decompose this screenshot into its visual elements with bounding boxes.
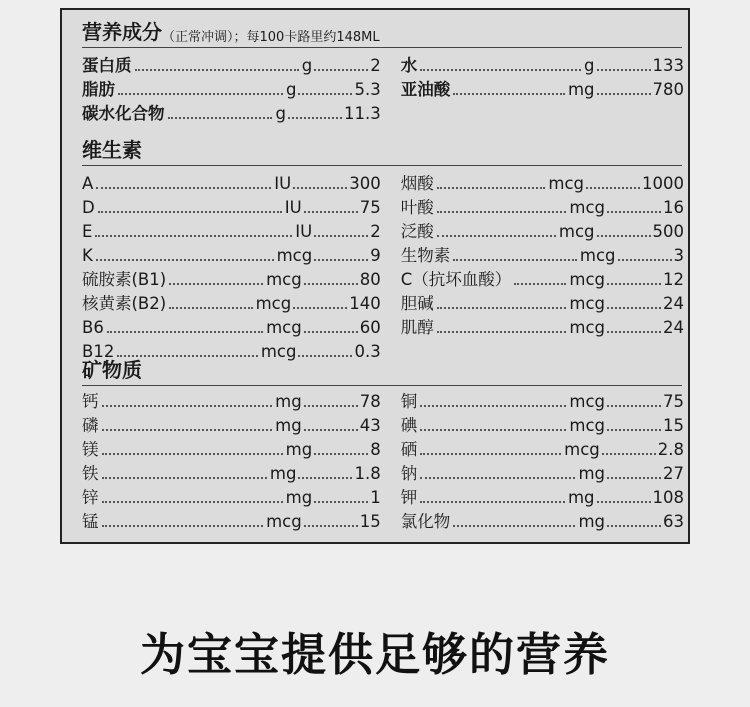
dot-leader [288, 117, 342, 119]
nutrient-value: 78 [359, 392, 381, 411]
nutrient-row [401, 78, 684, 102]
dot-leader [437, 307, 567, 309]
dot-leader [304, 331, 358, 333]
dot-leader [597, 93, 651, 95]
nutrient-value: 1 [370, 488, 381, 507]
dot-leader [102, 477, 267, 479]
nutrient-value: 300 [349, 174, 381, 193]
dot-leader [98, 211, 282, 213]
nutrient-name: 胆碱 [400, 294, 434, 313]
dot-leader [420, 501, 565, 503]
nutrient-name: 铁 [82, 464, 99, 483]
serving-note: （正常冲调）；每100卡路里约148ML [162, 30, 380, 45]
macro-left-column [82, 54, 381, 126]
nutrient-name: 钠 [400, 464, 418, 483]
nutrient-unit: mcg [255, 294, 292, 313]
nutrient-unit: mcg [579, 246, 616, 265]
nutrient-name: 硒 [400, 440, 418, 459]
nutrient-name: A [82, 174, 94, 193]
dot-leader [420, 69, 581, 71]
nutrient-value: 140 [349, 294, 381, 313]
nutrient-row [401, 244, 684, 268]
nutrient-row [82, 102, 381, 126]
vitamins-left-column [82, 172, 381, 364]
nutrient-row [401, 462, 684, 486]
nutrient-value: 11.3 [343, 104, 381, 123]
nutrient-unit: mcg [569, 294, 605, 313]
nutrient-name: 碘 [400, 416, 418, 435]
nutrient-value: 24 [663, 318, 684, 337]
nutrient-value: 1.8 [354, 464, 381, 483]
nutrient-name: C（抗坏血酸） [400, 270, 512, 289]
minerals-right-column [401, 390, 684, 534]
nutrient-value: 15 [359, 512, 381, 531]
nutrient-row [82, 172, 381, 196]
nutrient-name: 核黄素(B2) [82, 294, 167, 313]
nutrient-row [82, 414, 381, 438]
nutrient-unit: mcg [260, 342, 297, 361]
dot-leader [420, 429, 566, 431]
dot-leader [453, 93, 565, 95]
nutrient-value: 9 [370, 246, 381, 265]
dot-leader [597, 69, 651, 71]
dot-leader [607, 211, 661, 213]
vitamins-right-column [401, 172, 684, 364]
nutrient-value: 16 [663, 198, 684, 217]
nutrient-unit: g [301, 56, 313, 75]
nutrient-row [401, 196, 684, 220]
nutrient-unit: mcg [558, 222, 595, 241]
dot-leader [304, 525, 358, 527]
nutrient-unit: mcg [564, 440, 600, 459]
dot-leader [607, 331, 661, 333]
dot-leader [102, 525, 264, 527]
nutrient-row [82, 268, 381, 292]
dot-leader [102, 501, 283, 503]
nutrient-name: 氯化物 [400, 512, 451, 531]
nutrient-row [82, 244, 381, 268]
nutrient-name: 叶酸 [400, 198, 434, 217]
nutrient-value: 60 [359, 318, 381, 337]
nutrient-row [401, 486, 684, 510]
dot-leader [298, 93, 352, 95]
nutrient-name: 水 [400, 56, 418, 75]
dot-leader [107, 331, 263, 333]
nutrient-name: 亚油酸 [400, 80, 451, 99]
dot-leader [437, 235, 556, 237]
dot-leader [437, 331, 567, 333]
nutrient-name: 肌醇 [400, 318, 434, 337]
nutrient-row [401, 292, 684, 316]
nutrient-unit: mg [567, 488, 595, 507]
nutrient-name: K [82, 246, 93, 265]
nutrient-unit: mcg [569, 392, 605, 411]
nutrient-value: 24 [663, 294, 684, 313]
nutrient-row [82, 292, 381, 316]
nutrient-unit: mg [578, 512, 605, 531]
nutrient-name: 镁 [82, 440, 99, 459]
nutrient-unit: mcg [266, 270, 302, 289]
dot-leader [607, 525, 661, 527]
vitamins-title: 维生素 [82, 138, 142, 162]
macro-right-column [401, 54, 684, 126]
nutrient-value: 43 [359, 416, 381, 435]
nutrient-value: 2 [370, 56, 381, 75]
nutrient-name: 锌 [82, 488, 99, 507]
nutrient-row [82, 196, 381, 220]
nutrient-row [401, 438, 684, 462]
dot-leader [298, 355, 352, 357]
nutrient-value: 27 [663, 464, 684, 483]
nutrient-value: 2 [370, 222, 381, 241]
dot-leader [304, 429, 358, 431]
nutrient-unit: g [275, 104, 286, 123]
vitamins-header [82, 138, 682, 166]
nutrient-row [401, 268, 684, 292]
nutrient-value: 75 [663, 392, 684, 411]
nutrient-unit: g [584, 56, 595, 75]
nutrient-value: 2.8 [657, 440, 684, 459]
nutrient-value: 63 [663, 512, 684, 531]
nutrient-row [401, 54, 684, 78]
minerals-section [82, 358, 684, 534]
nutrient-name: 磷 [82, 416, 99, 435]
nutrient-row [82, 486, 381, 510]
dot-leader [118, 93, 283, 95]
nutrient-unit: mg [567, 80, 595, 99]
dot-leader [135, 69, 299, 71]
dot-leader [304, 405, 358, 407]
dot-leader [607, 429, 661, 431]
dot-leader [314, 501, 368, 503]
nutrient-row [401, 414, 684, 438]
nutrition-facts-panel [60, 8, 690, 544]
nutrient-unit: mcg [266, 512, 302, 531]
dot-leader [298, 477, 352, 479]
nutrition-title: 营养成分 [82, 20, 162, 44]
minerals-title: 矿物质 [82, 358, 142, 382]
nutrient-row [82, 390, 381, 414]
nutrient-unit: mcg [276, 246, 313, 265]
dot-leader [607, 307, 661, 309]
dot-leader [96, 187, 271, 189]
dot-leader [169, 283, 263, 285]
dot-leader [607, 283, 661, 285]
nutrient-unit: mg [275, 392, 302, 411]
nutrient-name: 生物素 [400, 246, 451, 265]
nutrient-value: 0.3 [354, 342, 381, 361]
nutrient-row [401, 220, 684, 244]
nutrient-row [401, 316, 684, 340]
minerals-header [82, 358, 682, 386]
nutrient-value: 5.3 [354, 80, 381, 99]
nutrient-name: 钙 [82, 392, 99, 411]
nutrient-name: 铜 [400, 392, 418, 411]
dot-leader [314, 453, 368, 455]
nutrient-row [82, 462, 381, 486]
dot-leader [314, 235, 368, 237]
nutrient-value: 500 [652, 222, 684, 241]
nutrient-unit: IU [295, 222, 313, 241]
nutrient-row [82, 510, 381, 534]
nutrient-row [82, 438, 381, 462]
nutrient-row [82, 54, 381, 78]
nutrient-row [82, 316, 381, 340]
vitamins-section [82, 138, 684, 362]
dot-leader [420, 477, 575, 479]
nutrient-value: 108 [652, 488, 684, 507]
nutrient-row [401, 510, 684, 534]
nutrient-unit: mg [285, 440, 313, 459]
nutrition-header [82, 10, 682, 48]
nutrient-name: 脂肪 [82, 80, 115, 99]
nutrient-unit: IU [274, 174, 292, 193]
nutrient-name: 锰 [82, 512, 99, 531]
dot-leader [420, 405, 566, 407]
nutrient-unit: mg [275, 416, 302, 435]
dot-leader [293, 307, 347, 309]
dot-leader [314, 69, 368, 71]
nutrient-value: 75 [359, 198, 381, 217]
nutrition-section [82, 10, 684, 142]
nutrient-value: 80 [359, 270, 381, 289]
nutrient-name: B6 [82, 318, 104, 337]
dot-leader [420, 453, 561, 455]
dot-leader [102, 453, 283, 455]
nutrient-name: 蛋白质 [82, 56, 132, 75]
dot-leader [602, 453, 656, 455]
dot-leader [453, 525, 575, 527]
dot-leader [437, 187, 546, 189]
nutrient-row [401, 390, 684, 414]
nutrient-value: 12 [663, 270, 684, 289]
dot-leader [453, 259, 577, 261]
nutrient-unit: mcg [569, 270, 605, 289]
dot-leader [304, 283, 358, 285]
nutrient-name: 硫胺素(B1) [82, 270, 167, 289]
dot-leader [293, 187, 347, 189]
nutrient-unit: mcg [569, 416, 605, 435]
nutrient-unit: IU [284, 198, 302, 217]
slogan: 为宝宝提供足够的营养 [139, 628, 610, 681]
dot-leader [102, 405, 273, 407]
nutrient-value: 8 [370, 440, 381, 459]
nutrient-unit: mg [269, 464, 297, 483]
nutrient-name: D [82, 198, 95, 217]
nutrient-name: 碳水化合物 [82, 104, 165, 123]
nutrient-row [401, 172, 684, 196]
nutrient-name: B12 [82, 342, 115, 361]
nutrient-name: 泛酸 [400, 222, 434, 241]
minerals-left-column [82, 390, 381, 534]
dot-leader [618, 259, 672, 261]
dot-leader [102, 429, 273, 431]
nutrient-unit: mg [578, 464, 605, 483]
dot-leader [607, 477, 661, 479]
dot-leader [437, 211, 567, 213]
nutrient-name: 烟酸 [400, 174, 434, 193]
nutrient-name: E [82, 222, 93, 241]
dot-leader [597, 235, 651, 237]
nutrient-name: 钾 [400, 488, 418, 507]
nutrient-unit: mcg [569, 198, 605, 217]
dot-leader [169, 307, 252, 309]
nutrient-value: 3 [673, 246, 684, 265]
nutrient-unit: mcg [266, 318, 302, 337]
nutrient-value: 780 [652, 80, 684, 99]
dot-leader [597, 501, 651, 503]
nutrient-unit: mcg [548, 174, 584, 193]
dot-leader [168, 117, 273, 119]
nutrient-value: 133 [652, 56, 684, 75]
dot-leader [607, 405, 661, 407]
dot-leader [95, 235, 292, 237]
nutrient-unit: g [285, 80, 297, 99]
nutrient-value: 1000 [642, 174, 684, 193]
dot-leader [304, 211, 358, 213]
nutrient-unit: mcg [569, 318, 605, 337]
dot-leader [514, 283, 566, 285]
nutrient-row [82, 220, 381, 244]
nutrient-row [82, 78, 381, 102]
dot-leader [314, 259, 368, 261]
dot-leader [586, 187, 640, 189]
nutrient-unit: mg [285, 488, 313, 507]
dot-leader [96, 259, 274, 261]
nutrient-value: 15 [663, 416, 684, 435]
